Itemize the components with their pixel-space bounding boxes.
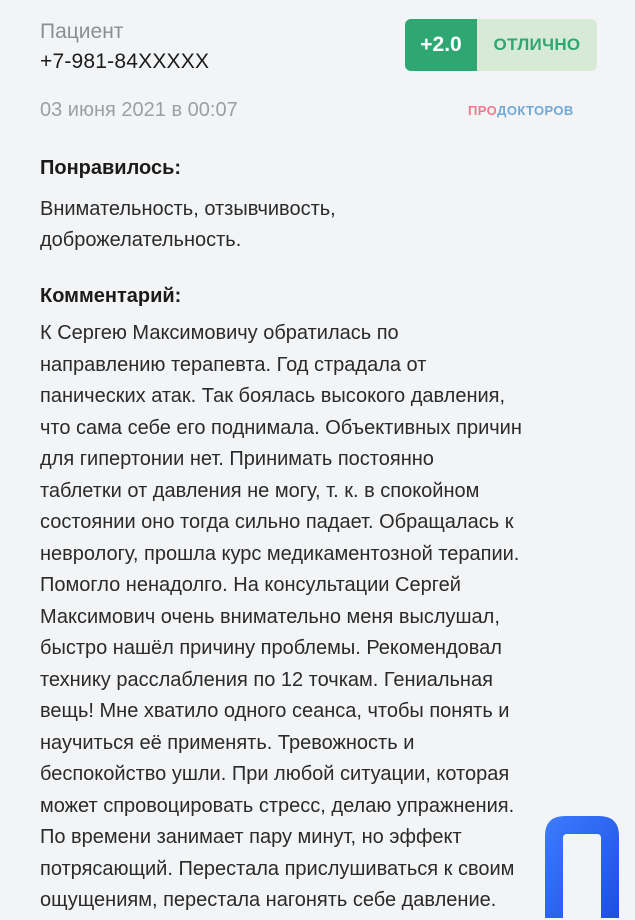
comment-line: направлению терапевта. Год страдала от [40,353,427,376]
comment-line: беспокойство ушли. При любой ситуации, которая [40,763,510,785]
liked-title: Понравилось: [40,157,182,179]
app-logo-icon [537,808,627,918]
comment-line: для гипертонии нет. Принимать постоянно [40,448,434,470]
comment-line: Максимович очень внимательно меня выслушал, [40,605,500,628]
logo-part-doktorov: ДОКТОРОВ [497,103,574,118]
comment-line: быстро нашёл причину проблемы. Рекомендовал [40,637,502,659]
patient-label: Пациент [40,20,124,43]
comment-title: Комментарий: [40,285,182,307]
review-date: 03 июня 2021 в 00:07 [40,99,238,121]
comment-line: состоянии оно тогда сильно падает. Обращалась к [40,511,514,533]
comment-line: ощущениям, перестала нагонять себе давление. [40,889,497,911]
comment-line: что сама себе его поднимала. Объективных причин [40,416,522,439]
liked-line: Внимательность, отзывчивость, [40,198,336,220]
comment-line: неврологу, прошла курс медикаментозной терапии. [40,542,520,565]
patient-phone: +7-981-84XXXXX [40,50,210,73]
comment-line: потрясающий. Перестала прислушиваться к своим [40,857,515,880]
comment-line: таблетки от давления не могу, т. к. в спокойном [40,479,480,502]
logo-part-pro: ПРО [468,103,498,118]
liked-text [40,194,600,256]
rating-score: +2.0 [405,19,477,71]
comment-line: панических атак. Так боялась высокого давления, [40,385,506,407]
liked-line: доброжелательность. [40,229,242,251]
rating-badge [405,19,597,71]
comment-line: технику расслабления по 12 точкам. Гениальная [40,668,493,691]
comment-line: научиться её применять. Тревожность и [40,731,415,754]
comment-line: К Сергею Максимовичу обратилась по [40,322,399,344]
comment-text [40,318,610,917]
comment-line: вещь! Мне хватило одного сеанса, чтобы понять и [40,700,510,722]
comment-line: может спровоцировать стресс, делаю упражнения. [40,794,515,817]
comment-line: По времени занимает пару минут, но эффект [40,826,462,848]
prodoctorov-logo[interactable] [468,103,574,118]
rating-label: ОТЛИЧНО [477,19,597,71]
comment-line: Помогло ненадолго. На консультации Сергей [40,574,461,596]
